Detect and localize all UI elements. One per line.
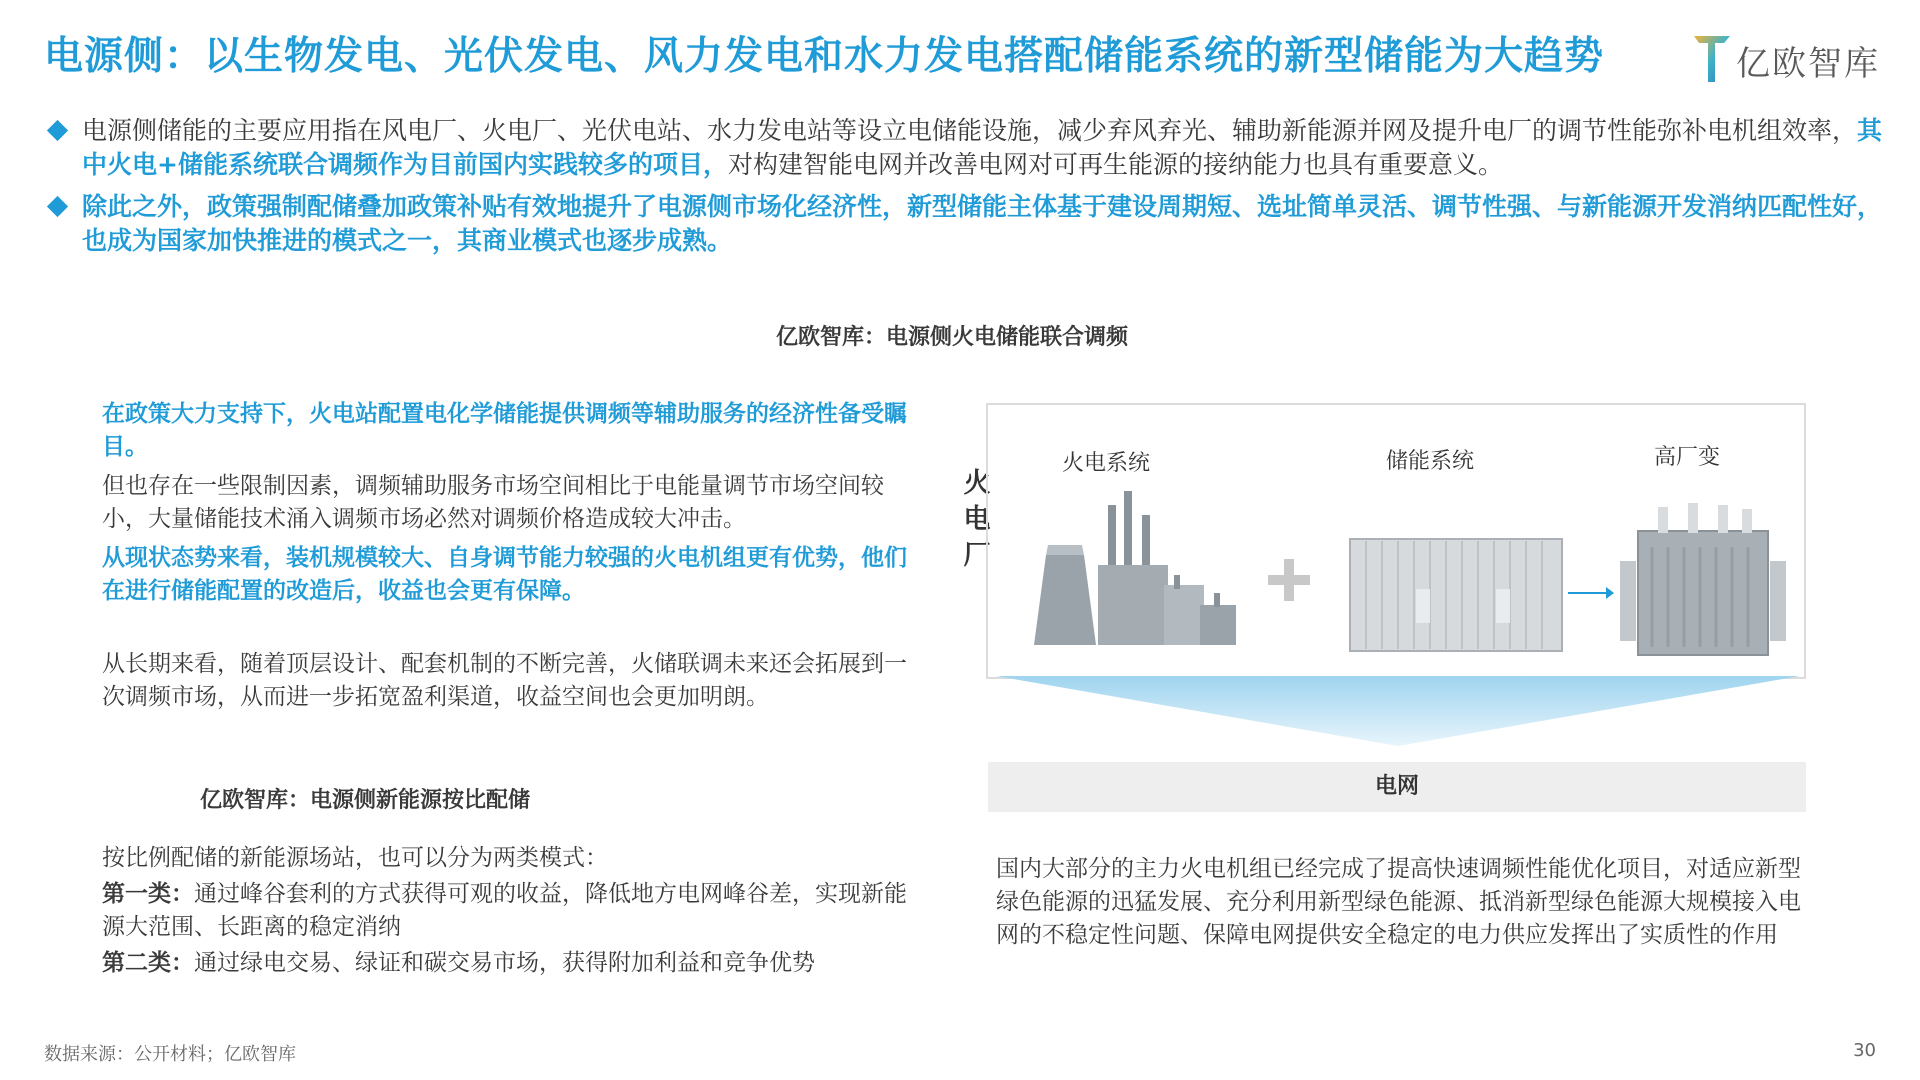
bullet-1: [44, 114, 1894, 182]
page-number: 30: [1853, 1040, 1876, 1061]
bullet-2-highlight: 除此之外，政策强制配储叠加政策补贴有效地提升了电源侧市场化经济性，新型储能主体基于建设周期短、选址简单灵活、调节性强、与新能源开发消纳匹配性好，也成为国家加快推进的模式之一，其商业模式也逐步成熟。: [82, 192, 1883, 255]
arrow-right-icon: [1566, 583, 1616, 603]
diamond-bullet-icon: [47, 196, 68, 217]
section2-type2: [102, 947, 922, 980]
type2-text: 通过绿电交易、绿证和碳交易市场，获得附加利益和竞争优势: [194, 950, 815, 976]
bullet-1-highlight: 其中火电+储能系统联合调频作为目前国内实践较多的项目，: [82, 116, 1883, 179]
type1-text: 通过峰谷套利的方式获得可观的收益，降低地方电网峰谷差，实现新能源大范围、长距离的稳定消纳: [102, 881, 907, 940]
diamond-bullet-icon: [47, 120, 68, 141]
data-source: 数据来源：公开材料；亿欧智库: [44, 1044, 296, 1065]
component-label-transformer: 高厂变: [1654, 445, 1721, 470]
power-plant-icon: [1024, 485, 1244, 655]
section1-para3: 从现状态势来看，装机规模较大、自身调节能力较强的火电机组更有优势，他们在进行储能配置的改造后，收益也会更有保障。: [102, 545, 907, 604]
logo: [1690, 30, 1890, 86]
battery-container-icon: [1346, 535, 1566, 655]
diagram-description: 国内大部分的主力火电机组已经完成了提高快速调频性能优化项目，对适应新型绿色能源的迅猛发展、充分利用新型绿色能源、抵消新型绿色能源大规模接入电网的不稳定性问题、保障电网提供安全稳定的电力供应发挥出了实质性的作用: [996, 856, 1801, 948]
component-label-storage: 储能系统: [1386, 449, 1475, 474]
type1-label: 第一类：: [102, 881, 194, 907]
grid-label: 电网: [988, 762, 1806, 812]
plus-icon: [1264, 555, 1314, 605]
section1-para1: 在政策大力支持下，火电站配置电化学储能提供调频等辅助服务的经济性备受瞩目。: [102, 401, 907, 460]
logo-mark-icon: [1690, 30, 1734, 86]
page-title: 电源侧：以生物发电、光伏发电、风力发电和水力发电搭配储能系统的新型储能为大趋势: [44, 34, 1605, 79]
diagram-vertical-label: 火电厂: [963, 468, 991, 571]
section1-para2: 但也存在一些限制因素，调频辅助服务市场空间相比于电能量调节市场空间较小，大量储能技术涌入调频市场必然对调频价格造成较大冲击。: [102, 473, 884, 532]
section1-title: 亿欧智库：电源侧火电储能联合调频: [776, 325, 1129, 350]
flow-funnel: [996, 676, 1800, 746]
section1-para4: 从长期来看，随着顶层设计、配套机制的不断完善，火储联调未来还会拓展到一次调频市场，从而进一步拓宽盈利渠道，收益空间也会更加明朗。: [102, 651, 907, 710]
transformer-icon: [1618, 501, 1788, 661]
section2-type1: [102, 878, 922, 944]
section2-title: 亿欧智库：电源侧新能源按比配储: [200, 788, 531, 813]
logo-text: 亿欧智库: [1736, 44, 1880, 84]
section1-text: [102, 398, 922, 720]
component-label-thermal: 火电系统: [1062, 451, 1151, 476]
section2-intro: 按比例配储的新能源场站，也可以分为两类模式：: [102, 845, 608, 871]
bullet-1-text: 电源侧储能的主要应用指在风电厂、火电厂、光伏电站、水力发电站等设立电储能设施，减少弃风弃光、辅助新能源并网及提升电厂的调节性能弥补电机组效率，: [82, 116, 1858, 145]
section2-text: [102, 842, 922, 983]
bullet-2: [44, 190, 1894, 258]
bullet-1-text-end: 对构建智能电网并改善电网对可再生能源的接纳能力也具有重要意义。: [727, 150, 1503, 179]
type2-label: 第二类：: [102, 950, 194, 976]
bullet-list: [44, 114, 1894, 266]
